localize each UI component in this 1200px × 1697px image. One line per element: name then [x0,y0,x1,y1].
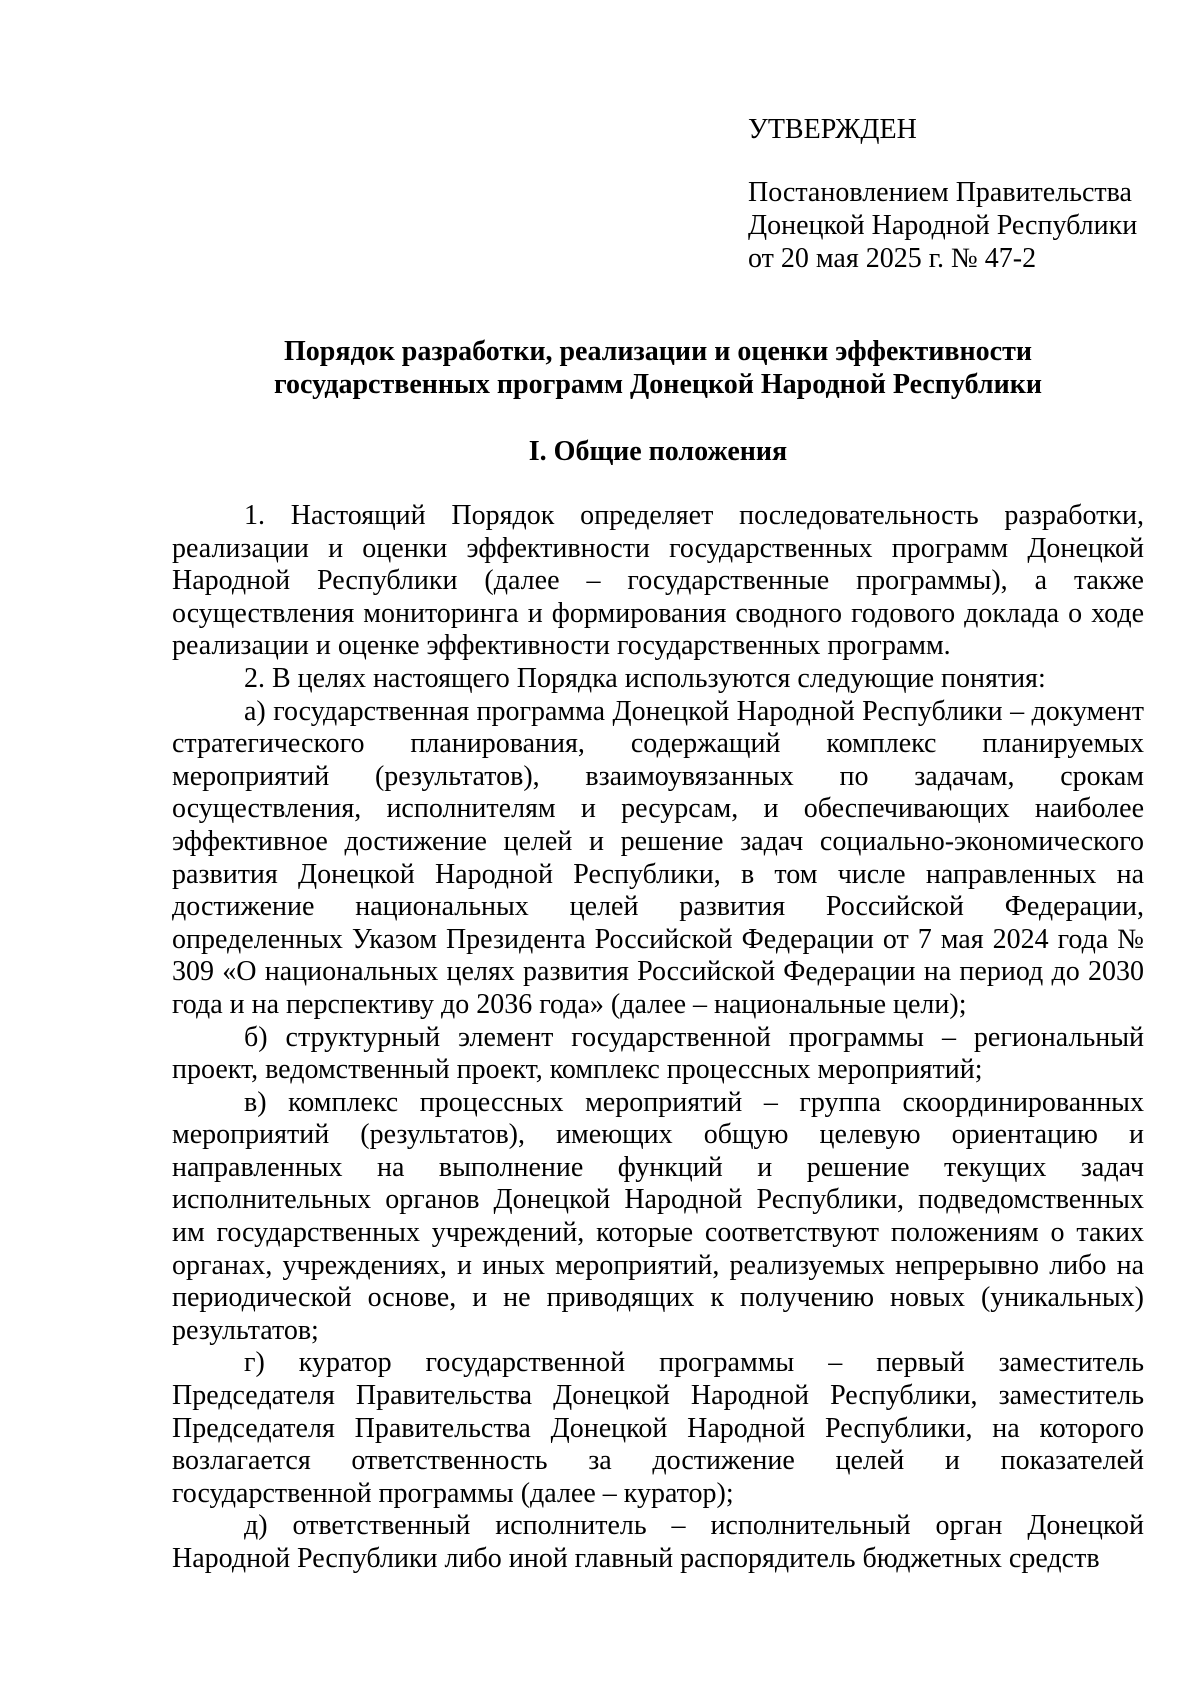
section-heading: I. Общие положения [528,436,788,467]
paragraph-2v: в) комплекс процессных мероприятий – группа скоординированных мероприятий (результатов), имеющих общую целевую ориентацию и направленных на выполнение функций и решение текущих задач исполнительных органов Донецкой Народной Республики, подведомственных им государственных учреждений, которые соответствуют положениям о таких органах, учреждениях, и иных мероприятий, реализуемых непрерывно либо на периодической основе, и не приводящих к получению новых (уникальных) результатов; [172,1086,1144,1346]
paragraph-2b: б) структурный элемент государственной программы – региональный проект, ведомственный проект, комплекс процессных мероприятий; [172,1021,1144,1086]
paragraph-2a: а) государственная программа Донецкой Народной Республики – документ стратегического планирования, содержащий комплекс планируемых мероприятий (результатов), взаимоувязанных по задачам, срокам осуществления, исполнителям и ресурсам, и обеспечивающих наиболее эффективное достижение целей и решение задач социально-экономического развития Донецкой Народной Республики, в том числе направленных на достижение национальных целей развития Российской Федерации, определенных Указом Президента Российской Федерации от 7 мая 2024 года № 309 «О национальных целях развития Российской Федерации на период до 2030 года и на перспективу до 2036 года» (далее – национальные цели); [172,695,1144,1020]
paragraph-1: 1. Настоящий Порядок определяет последовательность разработки, реализации и оценки эффективности государственных программ Донецкой Народной Республики (далее – государственные программы), а также осуществления мониторинга и формирования сводного годового доклада о ходе реализации и оценке эффективности государственных программ. [172,500,1144,662]
approval-line-3: от 20 мая 2025 г. № 47-2 [748,243,1037,274]
paragraph-2: 2. В целях настоящего Порядка используются следующие понятия: [244,662,1046,694]
document-title-line-2: государственных программ Донецкой Народной Республики [274,369,1042,400]
document-body [172,500,1144,1576]
paragraph-2d: д) ответственный исполнитель – исполнительный орган Донецкой Народной Республики либо иной главный распорядитель бюджетных средств [172,1510,1144,1574]
approval-line-2: Донецкой Народной Республики [748,210,1138,241]
approval-line-1: Постановлением Правительства [748,177,1132,208]
approval-stamp: УТВЕРЖДЕН [748,114,917,145]
approval-block [748,113,1168,275]
document-title [172,335,1144,401]
paragraph-2g: г) куратор государственной программы – первый заместитель Председателя Правительства Донецкой Народной Республики, заместитель Председателя Правительства Донецкой Народной Республики, на которого возлагается ответственность за достижение целей и показателей государственной программы (далее – куратор); [172,1347,1144,1509]
document-title-line-1: Порядок разработки, реализации и оценки эффективности [283,336,1032,367]
